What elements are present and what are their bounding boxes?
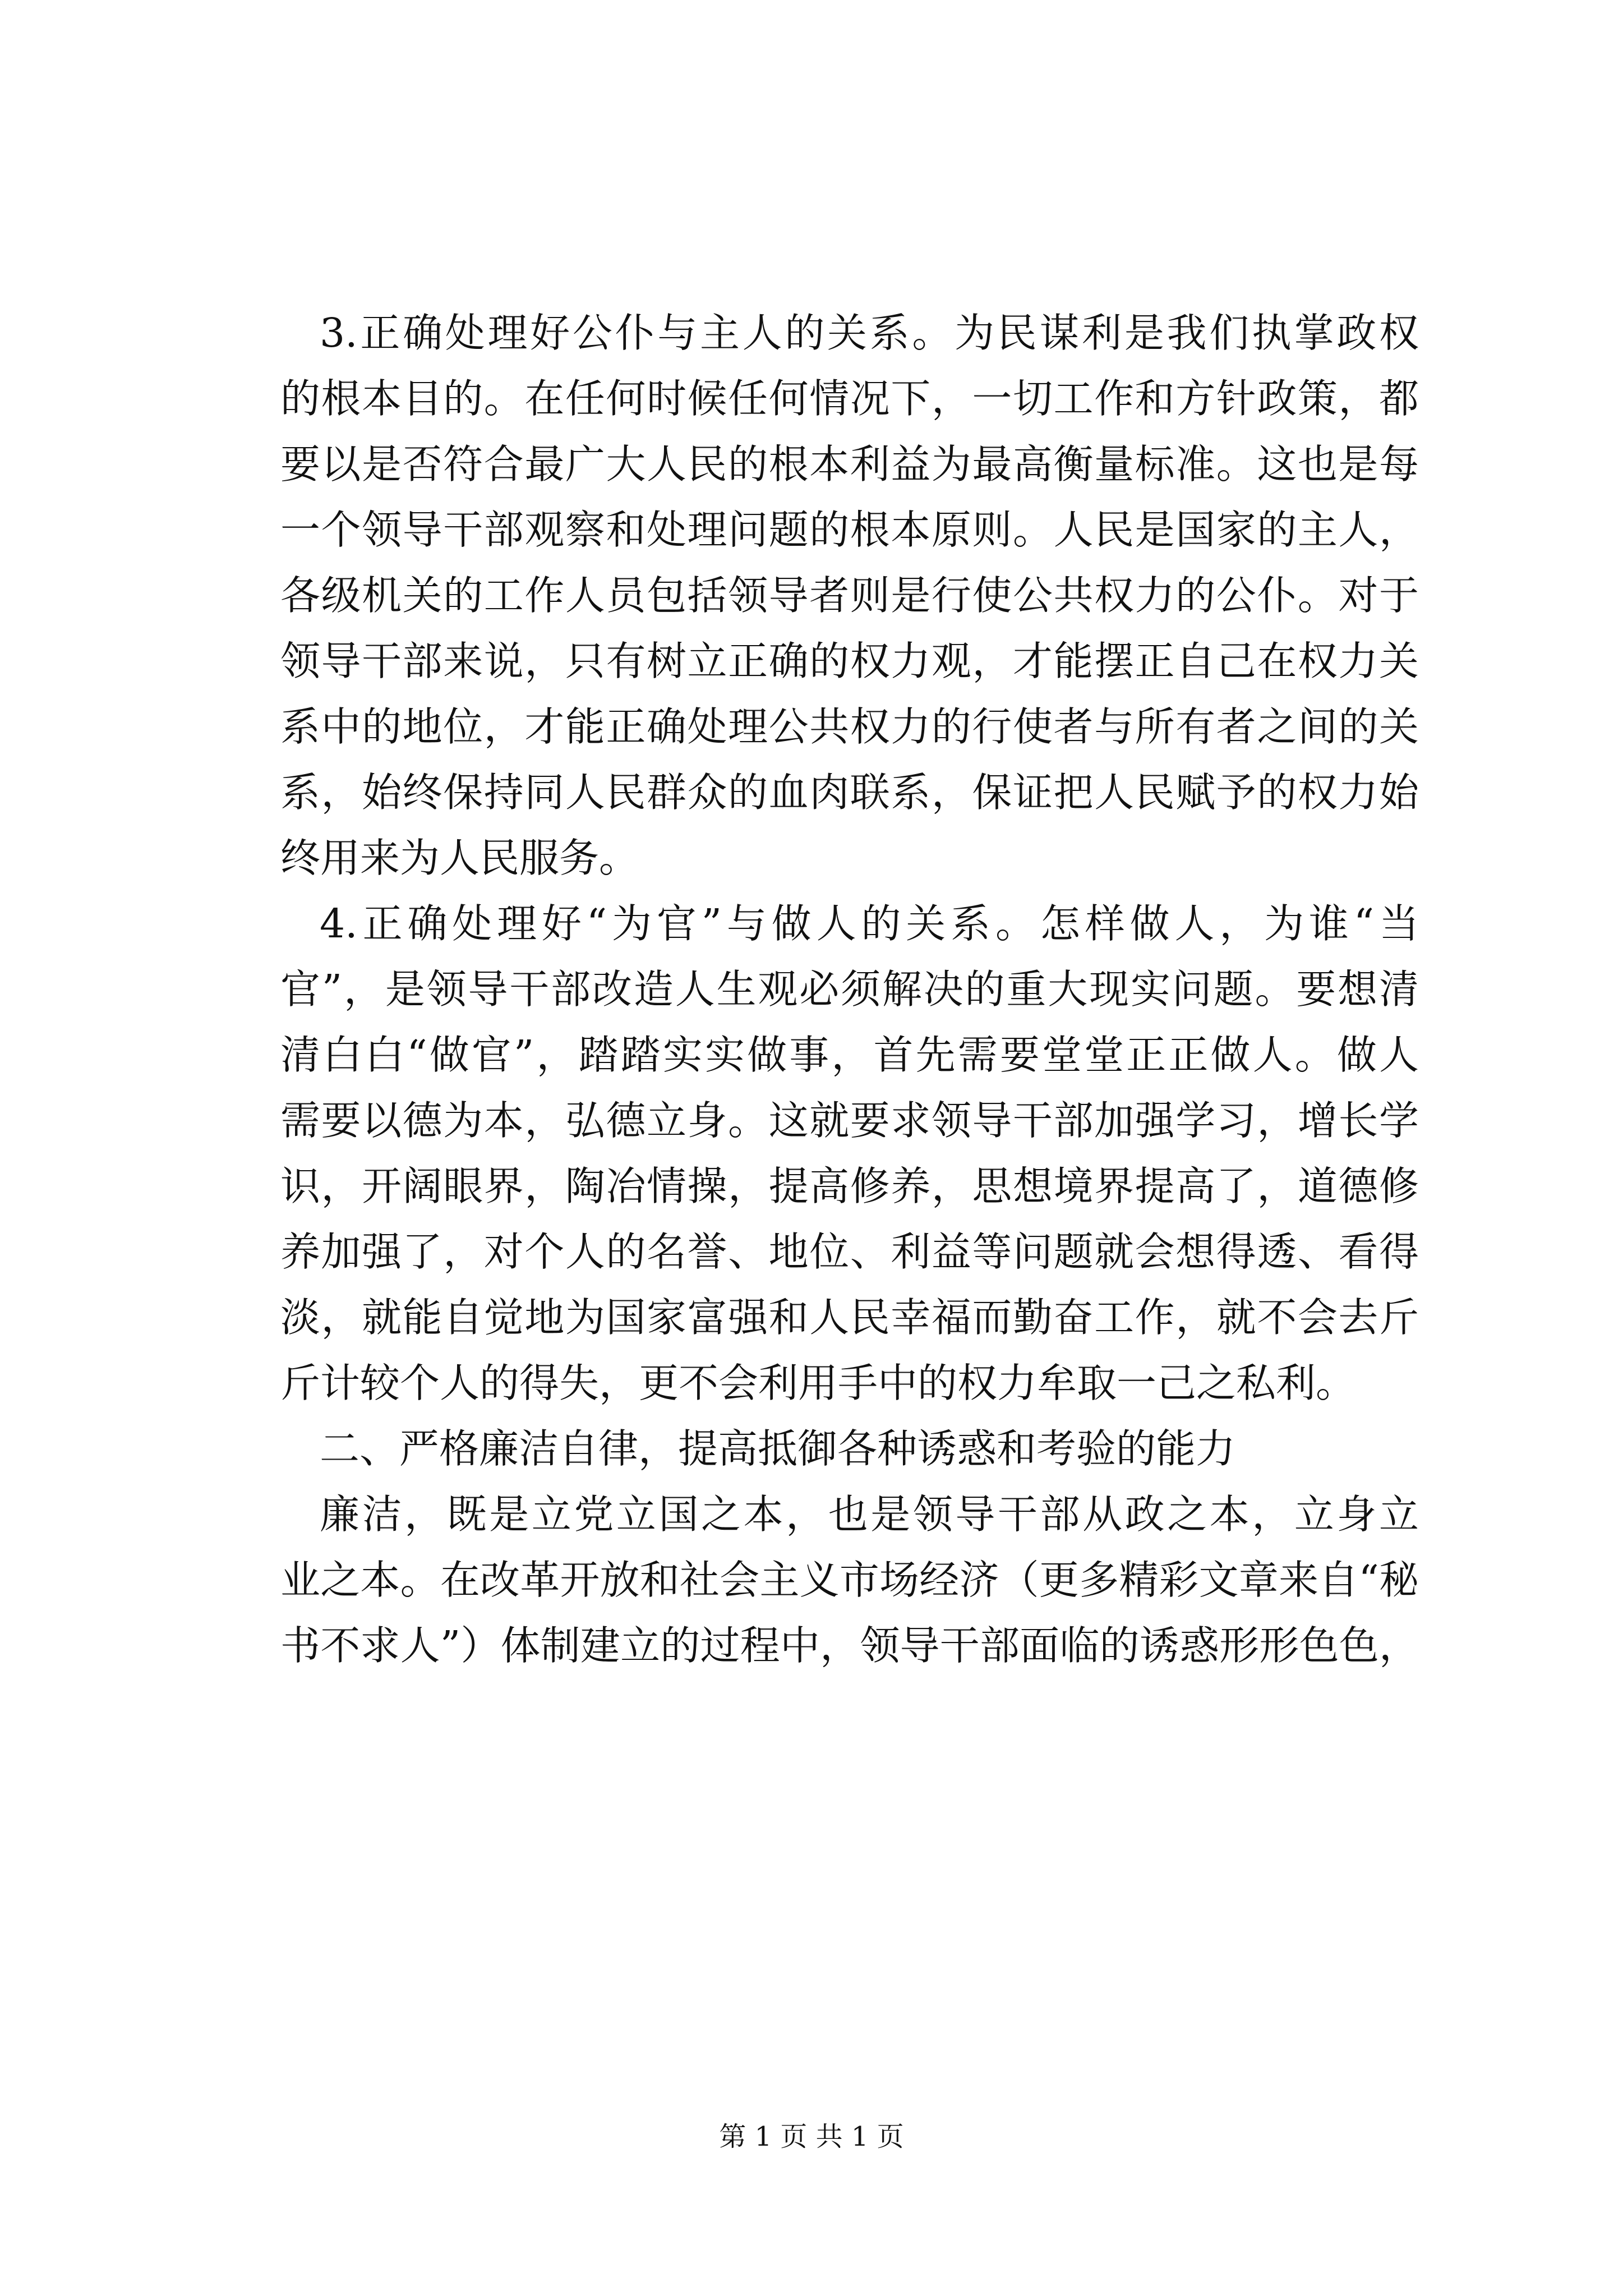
text-line: 系中的地位，才能正确处理公共权力的行使者与所有者之间的关 bbox=[280, 703, 1419, 750]
text-line: 清白白“做官”，踏踏实实做事，首先需要堂堂正正做人。做人 bbox=[280, 1032, 1419, 1078]
text-line: 系，始终保持同人民群众的血肉联系，保证把人民赋予的权力始 bbox=[280, 769, 1419, 816]
text-line: 业之本。在改革开放和社会主义市场经济（更多精彩文章来自“秘 bbox=[280, 1557, 1419, 1603]
text-line: 终用来为人民服务。 bbox=[280, 835, 639, 881]
text-line: 领导干部来说，只有树立正确的权力观，才能摆正自己在权力关 bbox=[280, 638, 1419, 684]
document-body bbox=[280, 300, 1419, 1678]
text-line: 要以是否符合最广大人民的根本利益为最高衡量标准。这也是每 bbox=[280, 441, 1419, 487]
text-line: 3.正确处理好公仆与主人的关系。为民谋利是我们执掌政权 bbox=[320, 310, 1419, 356]
text-line: 养加强了，对个人的名誉、地位、利益等问题就会想得透、看得 bbox=[280, 1228, 1419, 1275]
text-line: 廉洁，既是立党立国之本，也是领导干部从政之本，立身立 bbox=[320, 1491, 1419, 1538]
text-line: 官”，是领导干部改造人生观必须解决的重大现实问题。要想清 bbox=[280, 966, 1419, 1013]
text-line: 淡，就能自觉地为国家富强和人民幸福而勤奋工作，就不会去斤 bbox=[280, 1294, 1419, 1341]
text-line: 斤计较个人的得失，更不会利用手中的权力牟取一己之私利。 bbox=[280, 1360, 1356, 1406]
section-heading: 二、严格廉洁自律，提高抵御各种诱惑和考验的能力 bbox=[320, 1425, 1236, 1472]
text-line: 的根本目的。在任何时候任何情况下，一切工作和方针政策，都 bbox=[280, 375, 1419, 422]
text-line: 识，开阔眼界，陶冶情操，提高修养，思想境界提高了，道德修 bbox=[280, 1163, 1419, 1209]
text-line: 书不求人”）体制建立的过程中，领导干部面临的诱惑形形色色， bbox=[280, 1622, 1419, 1669]
text-line: 4.正确处理好“为官”与做人的关系。怎样做人，为谁“当 bbox=[320, 900, 1419, 947]
page-footer: 第 1 页 共 1 页 bbox=[719, 2121, 904, 2152]
text-line: 一个领导干部观察和处理问题的根本原则。人民是国家的主人， bbox=[280, 507, 1419, 553]
text-line: 各级机关的工作人员包括领导者则是行使公共权力的公仆。对于 bbox=[280, 572, 1419, 619]
text-line: 需要以德为本，弘德立身。这就要求领导干部加强学习，增长学 bbox=[280, 1097, 1419, 1144]
